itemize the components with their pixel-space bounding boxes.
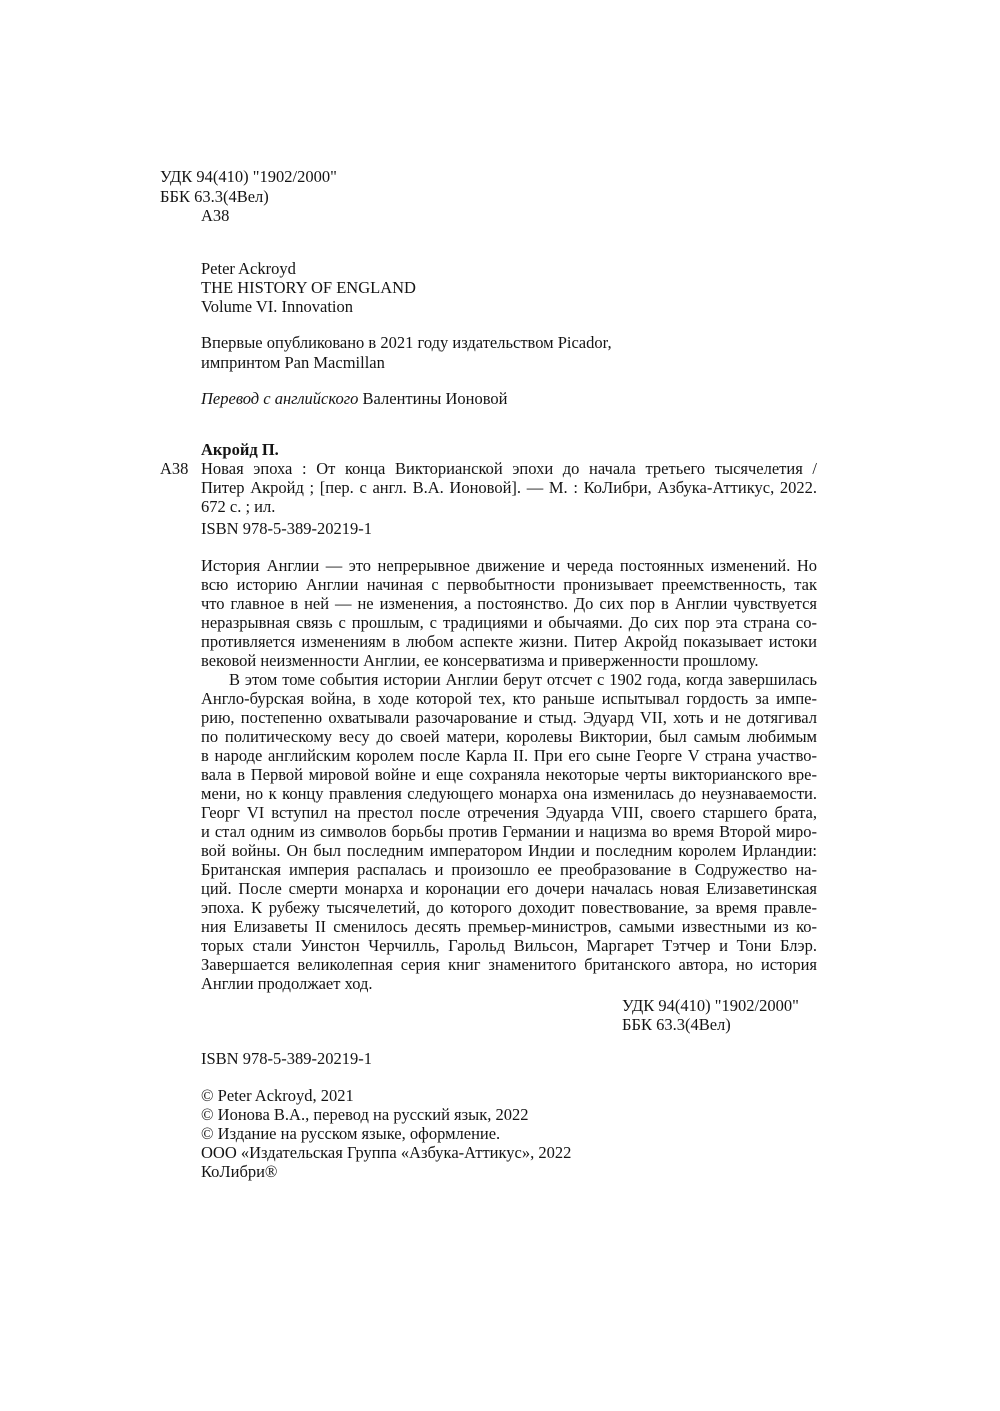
translation-label: Перевод с английского <box>201 389 359 408</box>
annotation-line: История Англии — это непрерывное движение и череда постоянных изменений. Но <box>201 556 817 575</box>
udk-code-bottom: УДК 94(410) "1902/2000" <box>622 996 799 1015</box>
annotation-line: мени, но к концу правления следующего монарха она изменилась до неузнаваемости. <box>201 784 817 803</box>
copyright-line: ООО «Издательская Группа «Азбука-Аттикус», 2022 <box>201 1143 572 1162</box>
first-published-line: Впервые опубликовано в 2021 году издательством Picador, <box>201 333 612 352</box>
catalog-isbn: ISBN 978-5-389-20219-1 <box>201 519 372 538</box>
copyright-line: © Издание на русском языке, оформление. <box>201 1124 501 1143</box>
original-volume: Volume VI. Innovation <box>201 297 354 316</box>
annotation-line: вековой неизменности Англии, ее консерватизма и приверженности прошлому. <box>201 651 759 670</box>
catalog-heading: Акройд П. <box>201 440 279 459</box>
author-mark-top: А38 <box>201 206 230 225</box>
annotation-line: эпоха. К рубежу тысячелетий, до которого доходит повествование, за время правле- <box>201 898 817 917</box>
annotation-line: всю историю Англии начиная с первобытности пронизывает преемственность, так <box>201 575 817 594</box>
annotation-line: Англо-бурская война, в ходе которой тех, кто раньше испытывал гордость за импе- <box>201 689 817 708</box>
annotation-line: ций. После смерти монарха и коронации его дочери началась новая Елизаветинская <box>201 879 817 898</box>
annotation-line: Англии продолжает ход. <box>201 974 373 993</box>
isbn-bottom: ISBN 978-5-389-20219-1 <box>201 1049 372 1068</box>
annotation-line: по политическому весу до своей матери, королевы Виктории, был самым любимым <box>201 727 817 746</box>
annotation-line: Георг VI вступил на престол после отречения Эдуарда VIII, своего старшего брата, <box>201 803 817 822</box>
translation-credit <box>201 389 508 409</box>
copyright-line: КоЛибри® <box>201 1162 278 1181</box>
translator-name: Валентины Ионовой <box>362 389 508 408</box>
annotation-line: неразрывная связь с прошлым, с традициями и обычаями. До сих пор эта страна со- <box>201 613 817 632</box>
annotation-line: вой войны. Он был последним императором Индии и последним королем Ирландии: <box>201 841 817 860</box>
annotation-line: Британская империя распалась и произошло ее преобразование в Содружество на- <box>201 860 817 879</box>
bbk-code-top: ББК 63.3(4Вел) <box>160 187 269 206</box>
udk-code-top: УДК 94(410) "1902/2000" <box>160 167 337 186</box>
annotation-line: торых стали Уинстон Черчилль, Гарольд Вильсон, Маргарет Тэтчер и Тони Блэр. <box>201 936 817 955</box>
annotation-line: в народе английским королем после Карла II. При его сыне Георге V страна участво- <box>201 746 817 765</box>
first-published-line: импринтом Pan Macmillan <box>201 353 385 372</box>
annotation-line: и стал одним из символов борьбы против Германии и нацизма во время Второй миро- <box>201 822 817 841</box>
annotation-line: В этом томе события истории Англии берут отсчет с 1902 года, когда завершилась <box>229 670 817 689</box>
annotation-line: Завершается великолепная серия книг знаменитого британского автора, но история <box>201 955 817 974</box>
catalog-mark: А38 <box>160 459 189 478</box>
original-title: THE HISTORY OF ENGLAND <box>201 278 416 297</box>
bbk-code-bottom: ББК 63.3(4Вел) <box>622 1015 731 1034</box>
annotation-line: вала в Первой мировой войне и еще сохраняла некоторые черты викторианского вре- <box>201 765 817 784</box>
annotation-line: ния Елизаветы II сменилось десять премьер-министров, самыми известными из ко- <box>201 917 817 936</box>
original-author: Peter Ackroyd <box>201 259 296 278</box>
annotation-line: что главное в ней — не изменения, а постоянство. До сих пор в Англии чувствуется <box>201 594 817 613</box>
annotation-line: рию, постепенно охватывали разочарование и стыд. Эдуард VII, хоть и не дотягивал <box>201 708 817 727</box>
copyright-line: © Peter Ackroyd, 2021 <box>201 1086 354 1105</box>
catalog-line: 672 с. ; ил. <box>201 497 276 516</box>
catalog-line: Питер Акройд ; [пер. с англ. В.А. Ионовой]. — М. : КоЛибри, Азбука-Аттикус, 2022. <box>201 478 817 497</box>
catalog-line: Новая эпоха : От конца Викторианской эпохи до начала третьего тысячелетия / <box>201 459 817 478</box>
annotation-line: противляется изменениям в любом аспекте жизни. Питер Акройд показывает истоки <box>201 632 817 651</box>
copyright-line: © Ионова В.А., перевод на русский язык, 2022 <box>201 1105 529 1124</box>
